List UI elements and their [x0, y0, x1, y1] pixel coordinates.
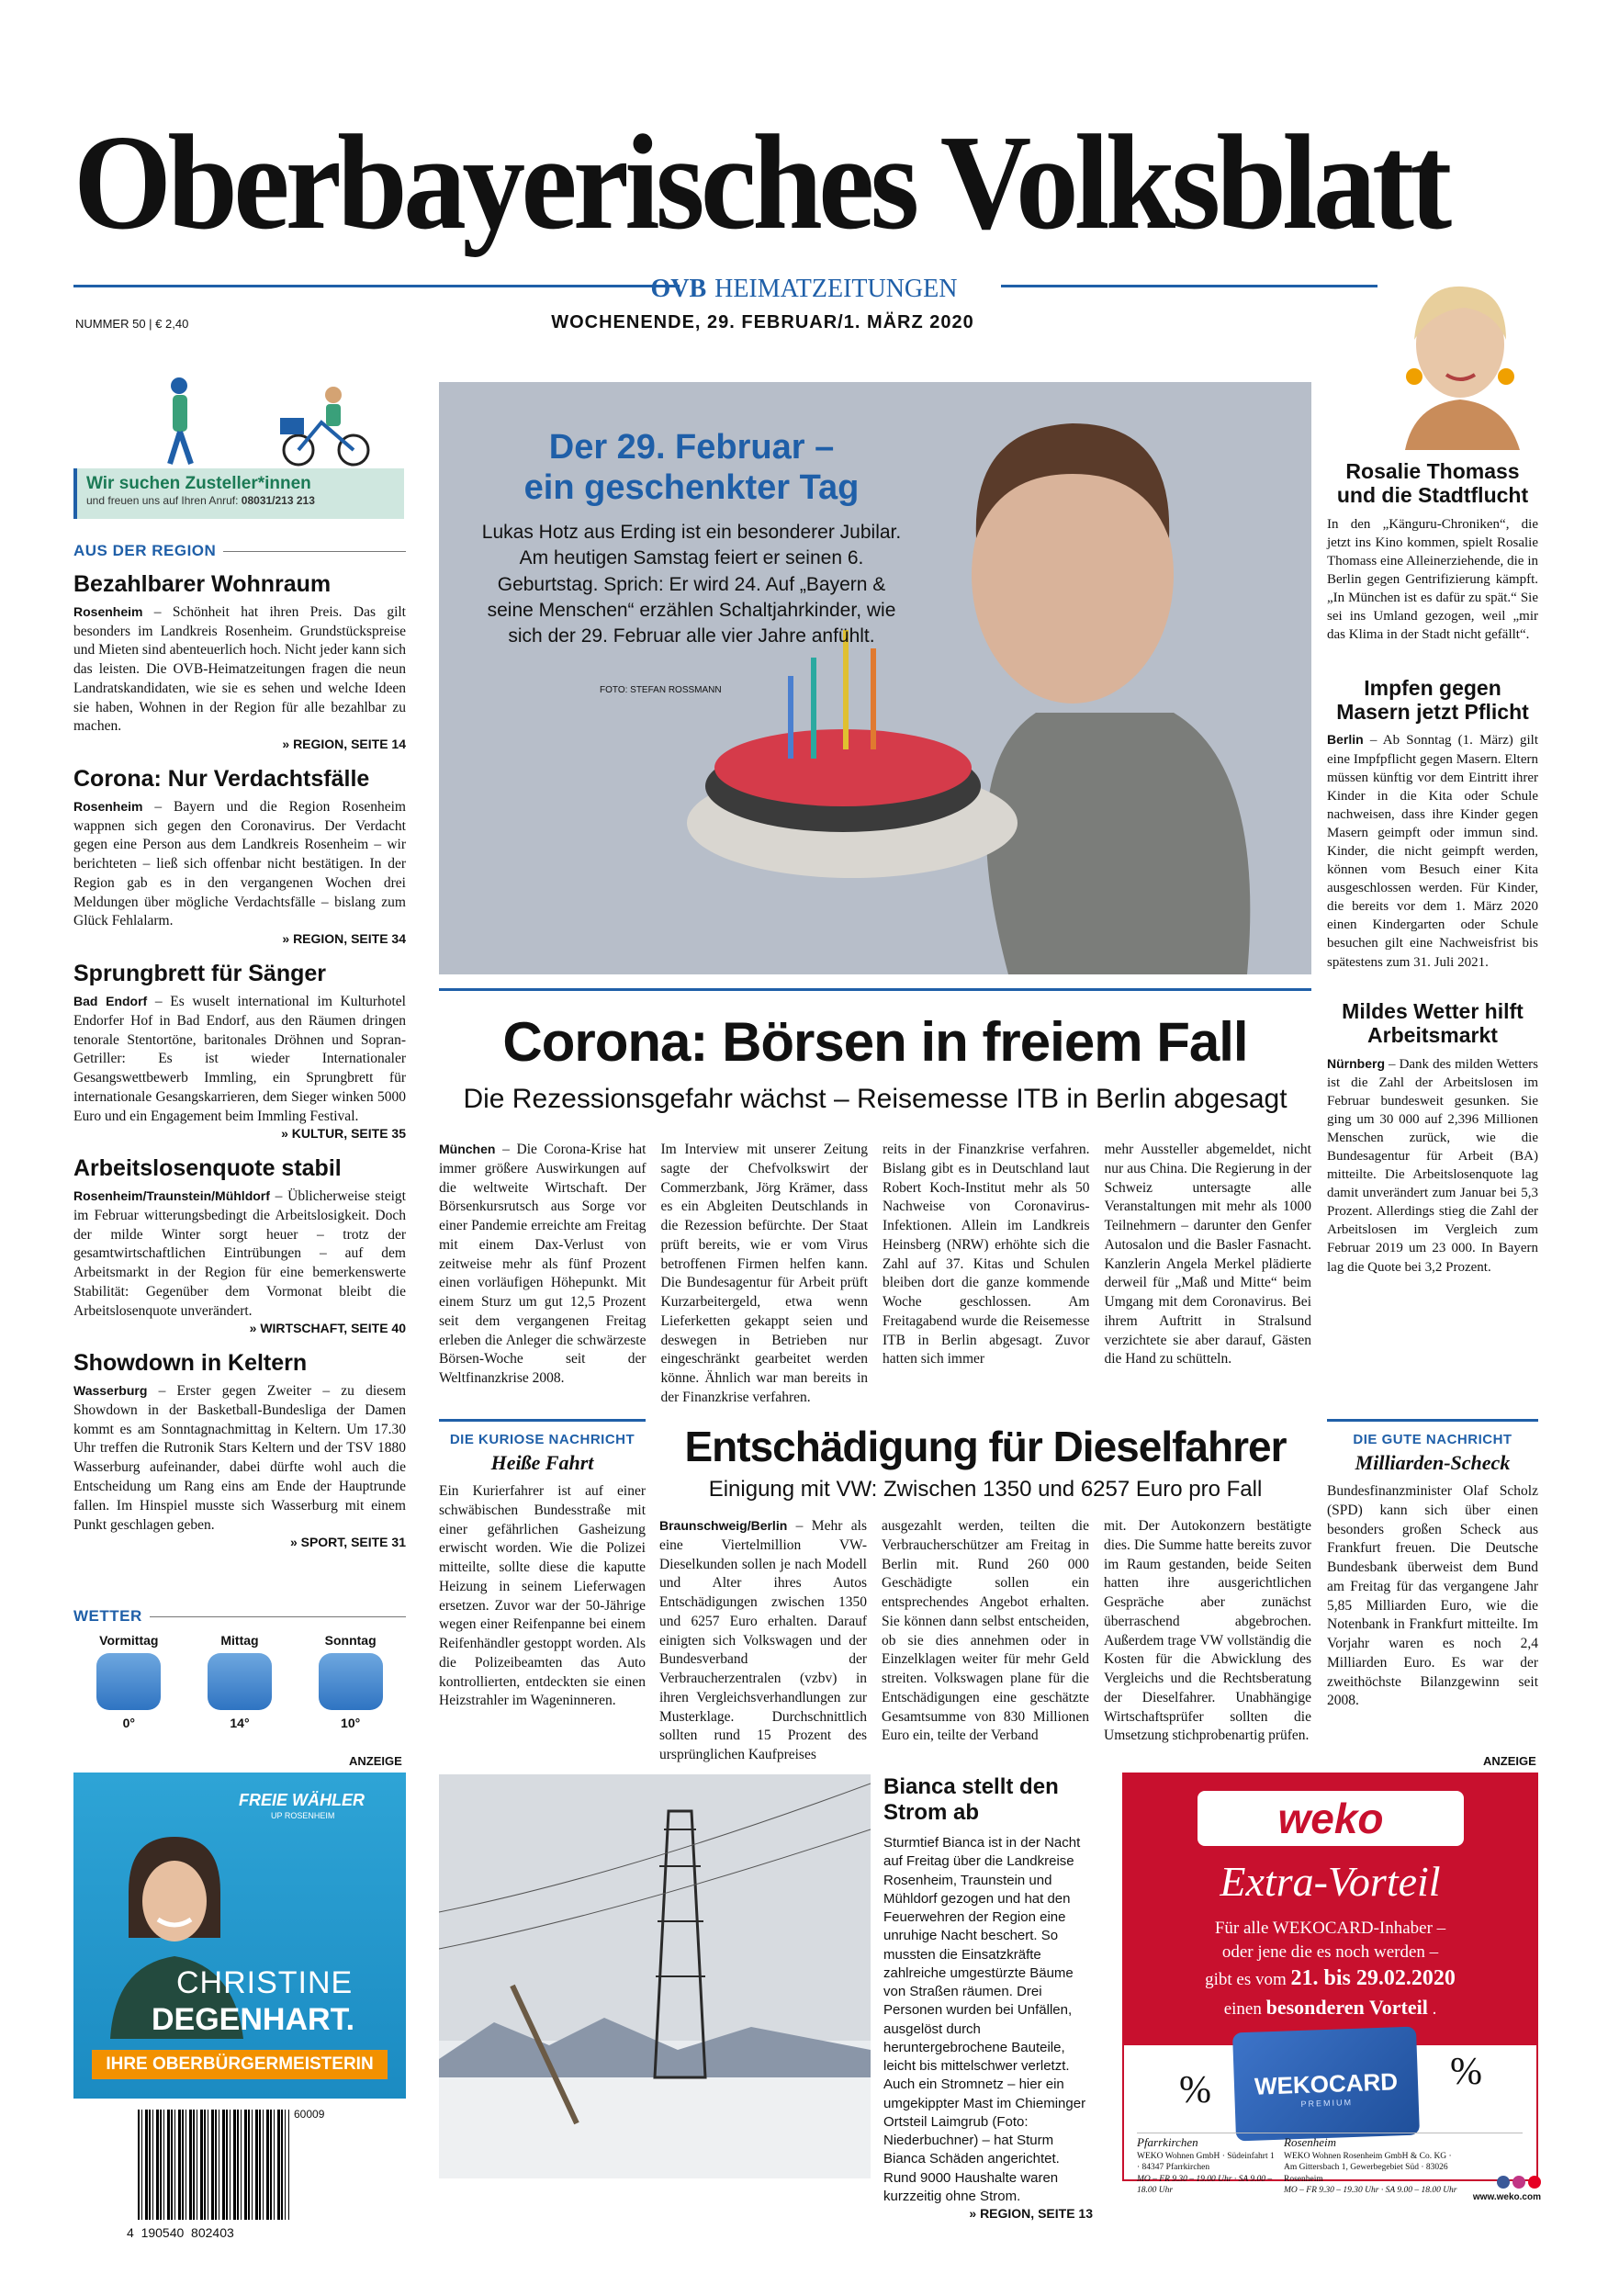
weko-line: . — [1427, 1998, 1437, 2019]
article-place: Rosenheim — [73, 798, 143, 814]
ad-label-right: ANZEIGE — [1483, 1754, 1536, 1768]
region-article[interactable] — [73, 1155, 406, 1335]
impf-text: – Ab Sonntag (1. März) gilt eine Impfpflicht gegen Masern. Eltern müssen künftig vor dem Eintritt ihrer Kinder in die Kita oder Schule nachweisen, dass ihre Kinder gegen Masern geimpft oder immun sind. Kinder, die nicht geimpft werden, können vom Besuch einer Kita ausgeschlossen werden. Für Kinder, die bereits vor dem 1. März 2020 einen Kindergarten oder Schule besuchen gilt eine Nachweisfrist bis spätestens zum 31. Juli 2021. — [1327, 733, 1538, 970]
weather-kicker: WETTER — [73, 1607, 406, 1626]
ad-first-name: CHRISTINE — [176, 1965, 354, 2000]
article-place: Bad Endorf — [73, 993, 148, 1008]
article-text: – Es wuselt international im Kulturhotel Endorfer Hof in Bad Endorf, aus den Räumen dringen tenorale Stentortöne, baritonales Dröhnen und Sopran-Getriller: Es ist wieder Internationaler Gesangswettbewerb Immling, ein Sprungbrett für internationale Gesangskarrieren, dem Sieger winken 5000 Euro und ein Engagement beim Immling Festival. — [73, 993, 406, 1124]
barcode-top: 60009 — [294, 2108, 325, 2121]
store-name: Pfarrkirchen — [1137, 2135, 1198, 2149]
facebook-icon[interactable] — [1497, 2176, 1510, 2189]
weko-stores — [1137, 2135, 1541, 2203]
region-column — [73, 542, 406, 1549]
power-mast-photo — [439, 1774, 871, 2178]
weko-card-sub: PREMIUM — [1300, 2098, 1354, 2109]
delivery-illustration — [73, 367, 404, 468]
hero-title-1: Der 29. Februar – — [548, 428, 835, 467]
region-kicker: AUS DER REGION — [73, 542, 406, 560]
article-text: – Erster gegen Zweiter – zu diesem Showdown in der Basketball-Bundesliga der Damen kommt es am Sonntagnachmittag in Keltern. Um 17.30 Uhr treffen die Rutronik Stars Keltern und der TSV 1880 Wasserburg aufeinander, dabei dürfte wohl auch die Entscheidung um Rang eins am Ende der Hauptrunde fallen. Im Hinspiel musste sich Wasserburg mit einem Punkt geschlagen geben. — [73, 1383, 406, 1533]
weather-temp: 14° — [230, 1716, 250, 1730]
gute-rule — [1327, 1419, 1538, 1422]
ovb-logo: OVB — [650, 275, 707, 303]
weko-line: Für alle WEKOCARD-Inhaber – — [1214, 1919, 1446, 1938]
instagram-icon[interactable] — [1512, 2176, 1525, 2189]
impf-place: Berlin — [1327, 732, 1364, 748]
region-article[interactable] — [73, 961, 406, 1141]
lead-body — [439, 1141, 1311, 1408]
weather-box — [73, 1607, 406, 1730]
lead-col: Im Interview mit unserer Zeitung sagte der Chefvolkswirt der Commerzbank, Jörg Krämer, dass es ein Abgleiten Deutschlands in die Rezession befürchte. Der Staat prüft bereits, wie er vom Virus betroffenen Firmen helfen kann. Die Bundesagentur für Arbeit prüft Kurzarbeitergeld, etwa wenn Lieferketten gekappt seien und deswegen in Betrieben nur eingeschränkt gearbeitet werden könne. Ähnlich war man bereits in der Finanzkrise verfahren. — [660, 1142, 868, 1405]
weather-label: Sonntag — [324, 1633, 377, 1648]
hero-title-2: ein geschenkter Tag — [523, 467, 860, 507]
lead-col: – Die Corona-Krise hat immer größere Auswirkungen auf die weltweite Wirtschaft. Der Börsenkursrutsch aus Sorge vor einer Pandemie erreichte am Freitag mit einem Dax-Verlust von zeitweise mehr als fünf Prozent einen vorläufigen Höhepunkt. Mit einem Sturz um gut 12,5 Prozent seit dem vergangenen Freitag erleben die Anleger die schwärzeste Börsen-Woche seit der Weltfinanzkrise 2008. — [439, 1142, 647, 1387]
weko-url[interactable]: www.weko.com — [1472, 2192, 1541, 2202]
store-address: WEKO Wohnen Rosenheim GmbH & Co. KG · Am Gittersbach 1, Gewerbegebiet Süd · 83026 Rosenheim — [1284, 2151, 1452, 2184]
gute-title[interactable]: Milliarden-Scheck — [1355, 1451, 1511, 1474]
diesel-place: Braunschweig/Berlin — [659, 1518, 788, 1533]
weather-slot — [208, 1633, 272, 1730]
lead-subhead: Die Rezessionsgefahr wächst – Reisemesse ITB in Berlin abgesagt — [463, 1084, 1288, 1114]
sun-cloud-icon — [208, 1653, 272, 1710]
kurios-title[interactable]: Heiße Fahrt — [490, 1451, 594, 1474]
ad-brand: FREIE WÄHLER — [239, 1791, 365, 1809]
zusteller-promo[interactable] — [73, 367, 404, 519]
sub-tag: HEIMATZEITUNGEN — [714, 275, 958, 303]
article-place: Rosenheim — [73, 603, 143, 619]
diesel-subhead: Einigung mit VW: Zwischen 1350 und 6257 Euro pro Fall — [708, 1477, 1263, 1502]
article-text: – Bayern und die Region Rosenheim wappnen sich gegen den Coronavirus. Der Verdacht gegen eine Person aus dem Landkreis Rosenheim – wir berichteten – ließ sich offenbar nicht bestätigen. In der Region gab es in den vergangenen Wochen drei Meldungen über mögliche Verdachtsfälle – bislang zum Glück Fehlalarm. — [73, 798, 406, 929]
impf-title[interactable]: Impfen gegen Masern jetzt Pflicht — [1336, 675, 1529, 724]
weko-store — [1284, 2135, 1463, 2203]
article-ref[interactable]: » REGION, SEITE 14 — [282, 737, 406, 752]
store-hours: MO – FR 9.30 – 19.00 Uhr · SA 9.00 – 18.00 Uhr — [1137, 2174, 1273, 2195]
weko-script-title: Extra-Vorteil — [1220, 1858, 1441, 1905]
weko-logo: weko — [1198, 1791, 1464, 1846]
diesel-col: ausgezahlt werden, teilten die Verbraucherschützer am Freitag in Berlin mit. Rund 260 000 Geschädigte sollen ein entsprechendes Angebot erhalten. Sie können dann selbst entscheiden, ob sie dies annehmen oder in Einzelklagen weiter für mehr Geld streiten. Volkswagen plane für die Entschädigungen eine geschätzte Gesamtsumme von 830 Millionen Euro ein, teilte der Verband — [882, 1518, 1089, 1744]
barcode — [127, 2108, 331, 2255]
lead-col: mehr Aussteller abgemeldet, nicht nur aus China. Die Regierung in der Schweiz untersagte alle Veranstaltungen mit mehr als 1000 Teilnehmern – darunter den Genfer Autosalon und die Basler Fasnacht. Kanzlerin Angela Merkel plädierte derweil für „Maß und Mitte“ beim Umgang mit dem Coronavirus. Bei ihrem Auftritt in Stralsund verzichtete sie aber darauf, Gästen die Hand zu schütteln. — [1104, 1142, 1311, 1367]
rosalie-title[interactable]: Rosalie Thomass und die Stadtflucht — [1336, 459, 1529, 508]
hero-photo[interactable] — [439, 382, 1311, 974]
promo-title: Wir suchen Zusteller*innen — [86, 474, 311, 493]
gute-text: Bundesfinanzminister Olaf Scholz (SPD) kann sich über einen besonders großen Scheck aus Frankfurt freuen. Die Deutsche Bundesbank überweist dem Bund am Freitag für das vergangene Jahr 5,85 Milliarden Euro, wie die Notenbank in Frankfurt mitteilte. Im Vorjahr waren es noch 2,4 Milliarden Euro. Es war der zweithöchste Bilanzgewinn seit 2008. — [1327, 1483, 1538, 1709]
weather-temp: 10° — [341, 1716, 361, 1730]
promo-phone[interactable]: 08031/213 213 — [241, 494, 315, 507]
diesel-body — [659, 1517, 1311, 1765]
bianca-text: Sturmtief Bianca ist in der Nacht auf Freitag über die Landkreise Rosenheim, Traunstein und Mühldorf gezogen und hat den Feuerwehren der Region eine unruhige Nacht beschert. So mussten die Einsatzkräfte zahlreiche umgestürzte Bäume von Straßen räumen. Drei Personen wurden bei Unfällen, ausgelöst durch heruntergebrochene Bauteile, leicht bis mittelschwer verletzt. Auch ein Stromnetz – hier ein umgekippter Mast im Chieminger Ortsteil Laimgrub (Foto: Niederbuchner) – hat Sturm Bianca Schäden angerichtet. Rund 9000 Haushalte waren kurzzeitig ohne Strom. — [883, 1835, 1086, 2204]
promo-text: und freuen uns auf Ihren Anruf: — [86, 494, 239, 507]
weko-percent-right: % — [1450, 2051, 1482, 2093]
rosalie-text: In den „Känguru-Chroniken“, die jetzt ins Kino kommen, spielt Rosalie Thomass eine Alleinerziehende, die in Berlin gegen Gentrifizierung kämpft. „In München ist es dafür zu spät.“ Sie sei ins Umland gezogen, weil „mir das Klima in der Stadt nicht gefällt“. — [1327, 516, 1538, 643]
cloud-icon — [319, 1653, 383, 1710]
weko-card — [1232, 2027, 1420, 2142]
article-place: Wasserburg — [73, 1383, 148, 1399]
article-text: – Üblicherweise steigt im Februar witterungsbedingt die Arbeitslosigkeit. Doch der milde Winter sorgt heuer – trotz der gesamtwirtschaftlichen Eintrübungen – auf dem Arbeitsmarkt in der Region für eine bemerkenswerte Stabilität: Gegenüber dem Vormonat bleibt die Arbeitslosenquote unverändert. — [73, 1188, 406, 1319]
weko-store — [1137, 2135, 1275, 2203]
rain-cloud-icon — [96, 1653, 161, 1710]
wetter-text: – Dank des milden Wetters ist die Zahl der Arbeitslosen im Februar bundesweit gesunken. Sie ging um 30 000 auf 2,396 Millionen Menschen zurück, wie die Bundesagentur für Arbeit (BA) mitteilte. Die Arbeitslosenquote lag damit unverändert zum Januar bei 5,3 Prozent. Allerdings stieg die Zahl der Arbeitslosen im Vergleich zum Februar 2019 um 23 000. In Bayern lag die Quote bei 3,2 Prozent. — [1327, 1056, 1538, 1275]
ad-last-name: DEGENHART. — [152, 2002, 355, 2037]
gute-box — [1327, 1419, 1538, 1711]
wetter-title[interactable]: Mildes Wetter hilft Arbeitsmarkt — [1342, 998, 1524, 1048]
lead-col: reits in der Finanzkrise verfahren. Bislang gibt es in Deutschland laut Robert Koch-Institut mehr als 50 Nachweise von Coronavirus-Infektionen. Allein im Landkreis Heinsberg (NRW) erhöhte sich die Zahl auf 37. Kitas und Schulen bleiben dort die ganze kommende Woche geschlossen. Am Freitagabend wurde die Reisemesse ITB in Berlin abgesagt. Zuvor hatten sich immer — [883, 1142, 1090, 1367]
article-ref[interactable]: » KULTUR, SEITE 35 — [281, 1126, 406, 1142]
right-column — [1327, 459, 1538, 1277]
weko-line: gibt es vom — [1205, 1970, 1291, 1990]
weko-text — [1124, 1917, 1536, 2020]
weko-vorteil: besonderen Vorteil — [1265, 1995, 1428, 2019]
article-title: Bezahlbarer Wohnraum — [73, 571, 332, 597]
diesel-headline[interactable]: Entschädigung für Dieselfahrer — [684, 1423, 1287, 1470]
lead-headline[interactable]: Corona: Börsen in freiem Fall — [502, 1011, 1248, 1073]
region-article[interactable] — [73, 766, 406, 946]
bianca-article — [883, 1774, 1093, 2221]
pinterest-icon[interactable] — [1528, 2176, 1541, 2189]
region-article[interactable] — [73, 571, 406, 751]
article-title: Corona: Nur Verdachtsfälle — [73, 766, 370, 793]
rosalie-portrait — [1377, 276, 1538, 450]
article-title: Showdown in Keltern — [73, 1350, 308, 1377]
article-place: Rosenheim/Traunstein/Mühldorf — [73, 1188, 270, 1204]
barcode-bars — [138, 2110, 289, 2220]
newspaper-title: Oberbayerisches Volksblatt — [73, 107, 1448, 258]
diesel-col: mit. Der Autokonzern bestätigte dies. Die Summe hatte bereits zuvor im Raum gestanden, beide Seiten hatten ihre ausgerichtlichen Gespräche aber zunächst überraschend abgebrochen. Außerdem trage VW vollständig die Kosten für die Abwicklung des Vergleichs und die Rechtsberatung der Dieselfahrer. Unabhängige Wirtschaftsprüfer sollten die Umsetzung stichprobenartig prüfen. — [1104, 1518, 1311, 1744]
article-title: Sprungbrett für Sänger — [73, 961, 327, 987]
ad-brand-sub: UP ROSENHEIM — [271, 1811, 335, 1820]
lead-rule — [439, 988, 1311, 991]
storm-photo[interactable] — [439, 1774, 871, 2178]
kurios-kicker: DIE KURIOSE NACHRICHT — [449, 1432, 635, 1447]
weko-percent-left: % — [1179, 2069, 1211, 2111]
weko-line: oder jene die es noch werden – — [1221, 1941, 1439, 1962]
store-address: WEKO Wohnen GmbH · Südeinfahrt 1 · 84347 Pfarrkirchen — [1137, 2151, 1275, 2173]
kurios-box — [439, 1419, 646, 1711]
gute-kicker: DIE GUTE NACHRICHT — [1353, 1432, 1512, 1447]
bianca-title[interactable]: Bianca stellt den Strom ab — [883, 1774, 1059, 1825]
weather-slot — [96, 1633, 161, 1730]
weather-label: Vormittag — [99, 1633, 159, 1648]
weather-label: Mittag — [220, 1633, 259, 1648]
issue-info: NUMMER 50 | € 2,40 — [75, 317, 189, 331]
article-ref[interactable]: » REGION, SEITE 34 — [282, 931, 406, 947]
hero-text: Lukas Hotz aus Erding ist ein besonderer Jubilar. Am heutigen Samstag feiert er seinen 6. Geburtstag. Sprich: Er wird 24. Auf „Bayern & seine Menschen“ erzählen Schaltjahrkinder, wie sich der 29. Februar alle vier Jahre anfühlt. — [481, 522, 902, 647]
article-ref[interactable]: » SPORT, SEITE 31 — [289, 1535, 406, 1550]
issue-date: WOCHENENDE, 29. FEBRUAR/1. MÄRZ 2020 — [551, 312, 974, 332]
weko-line: einen — [1223, 1998, 1266, 2019]
article-text: – Schönheit hat ihren Preis. Das gilt besonders im Landkreis Rosenheim. Grundstückspreise und Mieten sind abenteuerlich hoch. Nicht jeder kann sich das leisten. Die OVB-Heimatzeitungen fragen die neun Landratskandidaten, wie sie es sehen und welche Ideen sie haben, Wohnen in der Region für alle bezahlbar zu machen. — [73, 603, 406, 735]
sub-brand — [0, 273, 1608, 304]
election-ad[interactable] — [73, 1773, 406, 2099]
store-hours: MO – FR 9.30 – 19.30 Uhr · SA 9.00 – 18.00 Uhr — [1284, 2185, 1457, 2195]
store-name: Rosenheim — [1284, 2135, 1337, 2149]
weather-temp: 0° — [122, 1716, 136, 1730]
weko-card-name: WEKOCARD — [1254, 2067, 1399, 2100]
weko-ad[interactable] — [1122, 1773, 1538, 2181]
weather-slot — [319, 1633, 383, 1730]
wetter-place: Nürnberg — [1327, 1055, 1385, 1071]
kurios-text: Ein Kurierfahrer ist auf einer schwäbischen Bundesstraße mit einer gefährlichen Gasheizung erwischt worden. Wie die Polizei mitteilte, sollte diese die kaputte Heizung in seinem Lieferwagen ersetzen. Zuvor war der 50-Jährige wegen einer Reifenpanne bei einem Reifenhändler gestoppt worden. Als die Polizeibeamten das Auto kontrollierten, entdeckten sie einen Heizstrahler im Wageninneren. — [439, 1483, 646, 1709]
region-article[interactable] — [73, 1350, 406, 1549]
weko-date: 21. bis 29.02.2020 — [1290, 1966, 1456, 1991]
ad-role: IHRE OBERBÜRGERMEISTERIN — [92, 2050, 388, 2079]
article-ref[interactable]: » WIRTSCHAFT, SEITE 40 — [249, 1321, 406, 1336]
hero-credit: FOTO: STEFAN ROSSMANN — [600, 685, 722, 695]
diesel-col: – Mehr als eine Viertelmillion VW-Dieselkunden sollen je nach Modell und Alter ihres Autos Entschädigungen zwischen 1350 und 6257 Euro erhalten. Darauf einigten sich Volkswagen und der Bundesverband der Verbraucherzentralen (vzbv) in ihren Vergleichsverhandlungen zur Musterklage. Durchschnittlich sollten rund 15 Prozent des ursprünglichen Kaufpreises — [659, 1518, 867, 1763]
bianca-ref[interactable]: » REGION, SEITE 13 — [969, 2206, 1093, 2222]
lead-place: München — [439, 1142, 496, 1156]
article-title: Arbeitslosenquote stabil — [73, 1155, 342, 1182]
barcode-digits: 4 190540 802403 — [127, 2225, 234, 2240]
ad-label-left: ANZEIGE — [349, 1754, 402, 1768]
kurios-rule — [439, 1419, 646, 1422]
